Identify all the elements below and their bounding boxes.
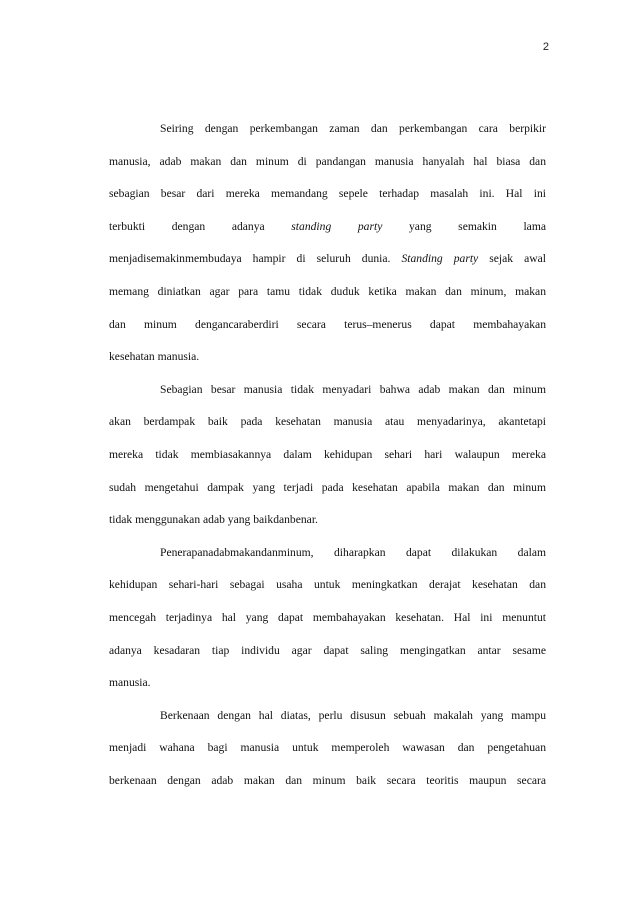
text-line: sudah mengetahui dampak yang terjadi pada kesehatan apabila makan dan minum <box>109 480 546 494</box>
text-run: terbukti dengan adanya <box>109 219 292 233</box>
text-line: menjadi wahana bagi manusia untuk memperoleh wawasan dan pengetahuan <box>109 741 546 755</box>
text-line: berkenaan dengan adab makan dan minum baik secara teoritis maupun secara <box>109 773 546 787</box>
paragraph <box>109 113 546 374</box>
text-line: adanya kesadaran tiap individu agar dapat saling mengingatkan antar sesame <box>109 643 546 657</box>
text-run: yang semakin lama <box>382 219 546 233</box>
paragraph <box>109 537 546 700</box>
text-line: Berkenaan dengan hal diatas, perlu disusun sebuah makalah yang mampu <box>160 708 546 722</box>
page-number: 2 <box>542 41 549 53</box>
text-line: Penerapanadabmakandanminum, diharapkan dapat dilakukan dalam <box>160 545 546 559</box>
text-line: dan minum dengancaraberdiri secara terus–menerus dapat membahayakan <box>109 317 546 331</box>
text-line: Seiring dengan perkembangan zaman dan perkembangan cara berpikir <box>160 122 546 135</box>
paragraph <box>109 700 546 798</box>
text-line <box>109 211 546 244</box>
text-line: Sebagian besar manusia tidak menyadari bahwa adab makan dan minum <box>160 382 546 396</box>
body-text <box>109 113 546 797</box>
text-line: kehidupan sehari-hari sebagai usaha untuk meningkatkan derajat kesehatan dan <box>109 578 546 592</box>
text-line: akan berdampak baik pada kesehatan manusia atau menyadarinya, akantetapi <box>109 415 546 429</box>
text-line: manusia, adab makan dan minum di pandangan manusia hanyalah hal biasa dan <box>109 154 546 168</box>
text-run: menjadisemakinmembudaya hampir di seluruh dunia. <box>109 252 402 266</box>
text-line <box>109 243 546 276</box>
paragraph <box>109 374 546 537</box>
text-line: sebagian besar dari mereka memandang sepele terhadap masalah ini. Hal ini <box>109 187 546 201</box>
italic-term: standing party <box>291 219 383 233</box>
text-line: memang diniatkan agar para tamu tidak duduk ketika makan dan minum, makan <box>109 284 546 298</box>
text-line: tidak menggunakan adab yang baikdanbenar. <box>109 513 318 527</box>
text-line: kesehatan manusia. <box>109 350 200 364</box>
text-line: manusia. <box>109 676 151 690</box>
text-line: mereka tidak membiasakannya dalam kehidupan sehari hari walaupun mereka <box>109 447 546 461</box>
text-run: sejak awal <box>478 252 546 266</box>
text-line: mencegah terjadinya hal yang dapat membahayakan kesehatan. Hal ini menuntut <box>109 610 546 624</box>
italic-term: Standing party <box>401 252 479 266</box>
